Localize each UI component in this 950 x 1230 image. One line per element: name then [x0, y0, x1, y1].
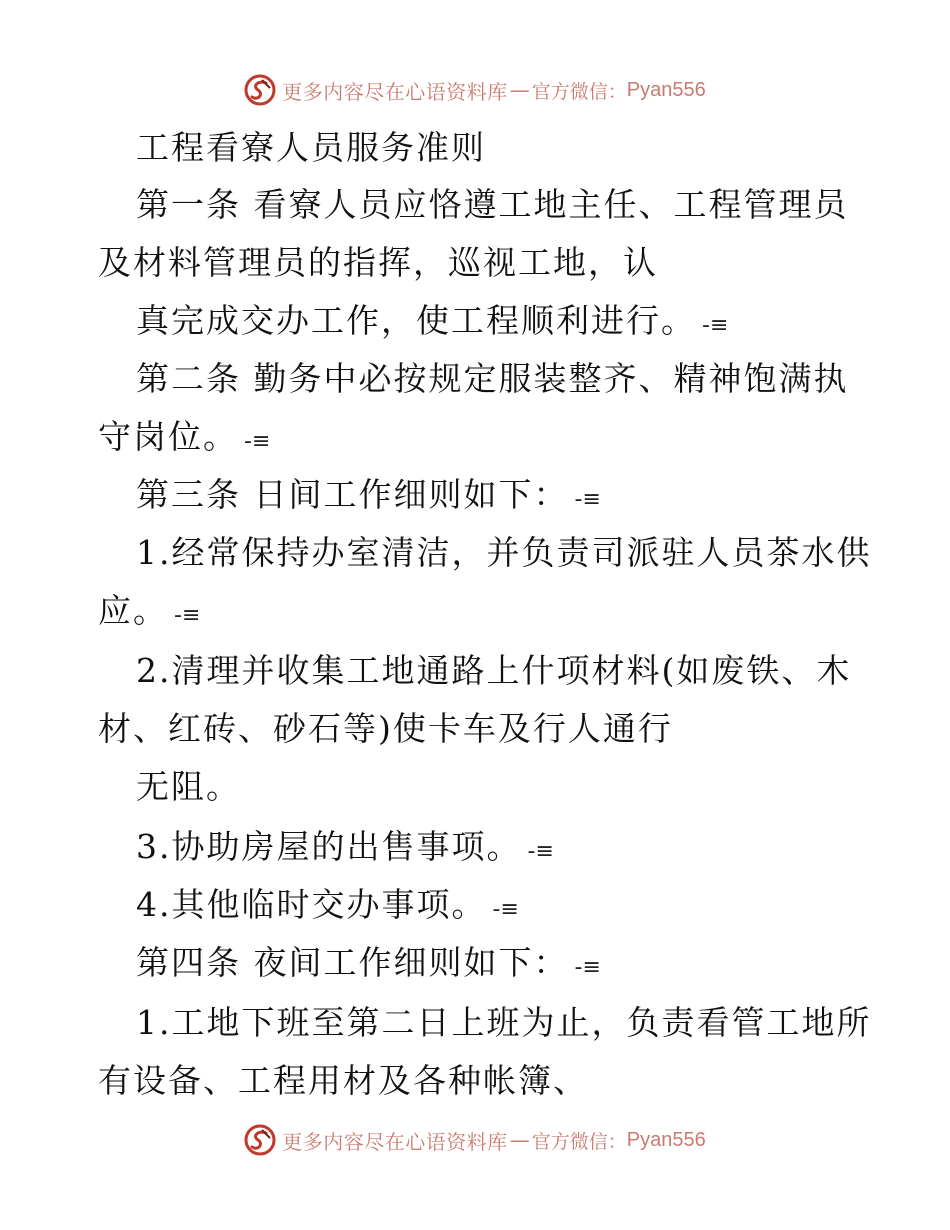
text-line: 1.工地下班至第二日上班为止，负责看管工地所 [136, 1003, 872, 1042]
text-line: 材、红砖、砂石等)使卡车及行人通行 [98, 709, 673, 748]
contact-id: Pyan556 [626, 78, 706, 101]
text-line: 及材料管理员的指挥，巡视工地，认 [98, 243, 658, 282]
paragraph-mark-icon: -≡ [574, 487, 601, 512]
contact-id: Pyan556 [626, 1128, 706, 1151]
contact-label: 官方微信： [531, 1130, 627, 1153]
header-banner [0, 70, 950, 110]
stylized-s-logo-icon [244, 74, 276, 106]
text-line: 第三条 日间工作细则如下： -≡ [136, 475, 601, 514]
paragraph-mark-icon: -≡ [702, 313, 729, 338]
text-line: 1.经常保持办室清洁，并负责司派驻人员茶水供 [136, 533, 872, 572]
text-line: 无阻。 [136, 767, 241, 806]
stylized-s-logo-icon [244, 1124, 276, 1156]
text-line: 应。 -≡ [98, 591, 201, 630]
contact-label: 官方微信： [531, 80, 627, 103]
separator: — [509, 78, 530, 102]
text-line: 4.其他临时交办事项。 -≡ [136, 885, 519, 924]
paragraph-mark-icon: -≡ [244, 429, 271, 454]
text-line: 第二条 勤务中必按规定服装整齐、精神饱满执 [136, 359, 849, 398]
paragraph-mark-icon: -≡ [527, 839, 554, 864]
document-title: 工程看寮人员服务准则 [136, 128, 486, 167]
text-line: 真完成交办工作，使工程顺利进行。 -≡ [136, 301, 729, 340]
separator: — [509, 1128, 530, 1152]
site-name: 更多内容尽在心语资料库 [282, 1129, 508, 1154]
site-name: 更多内容尽在心语资料库 [282, 79, 508, 104]
text-line: 第一条 看寮人员应恪遵工地主任、工程管理员 [136, 185, 849, 224]
footer-banner [0, 1120, 950, 1160]
text-line: 有设备、工程用材及各种帐簿、 [98, 1061, 588, 1100]
text-line: 第四条 夜间工作细则如下： -≡ [136, 943, 601, 982]
paragraph-mark-icon: -≡ [574, 955, 601, 980]
paragraph-mark-icon: -≡ [174, 603, 201, 628]
text-line: 守岗位。 -≡ [98, 417, 271, 456]
text-line: 3.协助房屋的出售事项。 -≡ [136, 827, 554, 866]
paragraph-mark-icon: -≡ [492, 897, 519, 922]
text-line: 2.清理并收集工地通路上什项材料(如废铁、木 [136, 651, 852, 690]
